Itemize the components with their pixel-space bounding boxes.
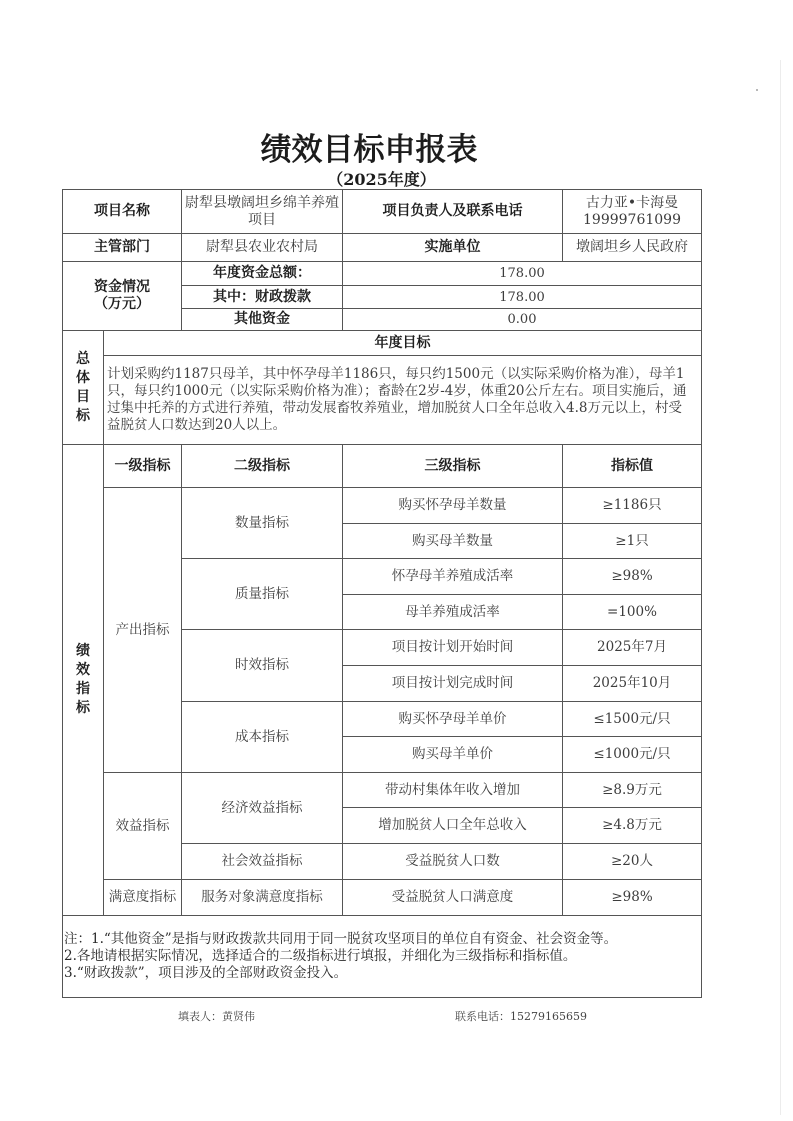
header-level2: 二级指标 [182, 445, 343, 488]
level2-indicator: 经济效益指标 [182, 773, 343, 844]
level1-indicator: 效益指标 [104, 773, 182, 880]
level3-indicator: 购买怀孕母羊单价 [343, 702, 563, 737]
note-2: 2.各地请根据实际情况，选择适合的二级指标进行填报，并细化为三级指标和指标值。 [64, 948, 577, 964]
performance-label: 绩效指标 [76, 643, 90, 716]
scan-artifact-line [780, 60, 781, 1115]
level1-indicator: 满意度指标 [104, 880, 182, 916]
notes-cell [63, 916, 702, 998]
indicator-value: ≥1186只 [563, 488, 702, 524]
indicator-row [63, 773, 702, 808]
level3-indicator: 母羊养殖成活率 [343, 595, 563, 630]
notes-row [63, 916, 702, 998]
overall-goal-header-row [63, 331, 702, 356]
performance-goal-form [62, 189, 702, 998]
indicator-value: ≥98% [563, 559, 702, 595]
project-leader-phone: 19999761099 [583, 211, 681, 228]
indicator-value: ≥20人 [563, 844, 702, 880]
level3-indicator: 受益脱贫人口满意度 [343, 880, 563, 916]
level2-indicator: 质量指标 [182, 559, 343, 630]
level3-indicator: 项目按计划开始时间 [343, 630, 563, 666]
level2-indicator: 时效指标 [182, 630, 343, 702]
funds-label-cell [63, 262, 182, 331]
scan-artifact-dot [756, 89, 758, 91]
overall-goal-label: 总体目标 [76, 350, 90, 424]
indicator-value: ≤1000元/只 [563, 737, 702, 773]
header-level3: 三级指标 [343, 445, 563, 488]
project-name-value: 尉犁县墩阔坦乡绵羊养殖项目 [182, 190, 343, 234]
level3-indicator: 怀孕母羊养殖成活率 [343, 559, 563, 595]
note-3: 3.“财政拨款”，项目涉及的全部财政资金投入。 [64, 965, 348, 981]
level2-indicator: 成本指标 [182, 702, 343, 773]
indicator-value: ≤1500元/只 [563, 702, 702, 737]
funds-row-total [63, 262, 702, 286]
header-indicator-value: 指标值 [563, 445, 702, 488]
indicator-value: 2025年7月 [563, 630, 702, 666]
page-title: 绩效目标申报表 [260, 132, 478, 168]
funds-other-label: 其他资金 [182, 309, 343, 331]
contact-phone: 联系电话：15279165659 [455, 1010, 587, 1023]
project-leader-label: 项目负责人及联系电话 [343, 190, 563, 234]
funds-fiscal-label: 其中：财政拨款 [182, 286, 343, 309]
performance-label-cell [63, 445, 104, 916]
level3-indicator: 受益脱贫人口数 [343, 844, 563, 880]
performance-header-row [63, 445, 702, 488]
overall-goal-label-cell [63, 331, 104, 445]
header-level1: 一级指标 [104, 445, 182, 488]
funds-total-value: 178.00 [343, 262, 702, 286]
page-subtitle-year: （2025年度） [327, 170, 436, 189]
indicator-value: =100% [563, 595, 702, 630]
annual-goal-header: 年度目标 [104, 331, 702, 356]
funds-unit: （万元） [94, 296, 150, 312]
level3-indicator: 带动村集体年收入增加 [343, 773, 563, 808]
level2-indicator: 社会效益指标 [182, 844, 343, 880]
implementing-unit-value: 墩阔坦乡人民政府 [563, 234, 702, 262]
funds-other-value: 0.00 [343, 309, 702, 331]
implementing-unit-label: 实施单位 [343, 234, 563, 262]
department-value: 尉犁县农业农村局 [182, 234, 343, 262]
indicator-value: 2025年10月 [563, 666, 702, 702]
level3-indicator: 购买怀孕母羊数量 [343, 488, 563, 524]
level2-indicator: 数量指标 [182, 488, 343, 559]
funds-total-label: 年度资金总额： [182, 262, 343, 286]
indicator-value: ≥4.8万元 [563, 808, 702, 844]
form-filler: 填表人：黄贤伟 [178, 1010, 255, 1023]
indicator-value: ≥1只 [563, 524, 702, 559]
indicator-value: ≥98% [563, 880, 702, 916]
indicator-row [63, 880, 702, 916]
level2-indicator: 服务对象满意度指标 [182, 880, 343, 916]
level3-indicator: 项目按计划完成时间 [343, 666, 563, 702]
overall-goal-text-row [63, 356, 702, 445]
project-leader-name: 古力亚•卡海曼 [585, 194, 679, 211]
level3-indicator: 增加脱贫人口全年总收入 [343, 808, 563, 844]
project-name-row [63, 190, 702, 234]
project-name-label: 项目名称 [63, 190, 182, 234]
level3-indicator: 购买母羊数量 [343, 524, 563, 559]
level3-indicator: 购买母羊单价 [343, 737, 563, 773]
level1-indicator: 产出指标 [104, 488, 182, 773]
funds-label: 资金情况 [94, 279, 150, 295]
annual-goal-text: 计划采购约1187只母羊，其中怀孕母羊1186只，每只约1500元（以实际采购价格为准），母羊1只，每只约1000元（以实际采购价格为准）；畜龄在2岁-4岁，体重20公斤左右。项目实施后，通过集中托养的方式进行养殖，带动发展畜牧养殖业，增加脱贫人口全年总收入4.8万元以上，村受益脱贫人口数达到20人以上。 [104, 356, 702, 445]
indicator-row [63, 488, 702, 524]
funds-fiscal-value: 178.00 [343, 286, 702, 309]
project-leader-cell [563, 190, 702, 234]
department-label: 主管部门 [63, 234, 182, 262]
department-row [63, 234, 702, 262]
indicator-value: ≥8.9万元 [563, 773, 702, 808]
note-1: 注：1.“其他资金”是指与财政拨款共同用于同一脱贫攻坚项目的单位自有资金、社会资金等。 [64, 931, 618, 947]
